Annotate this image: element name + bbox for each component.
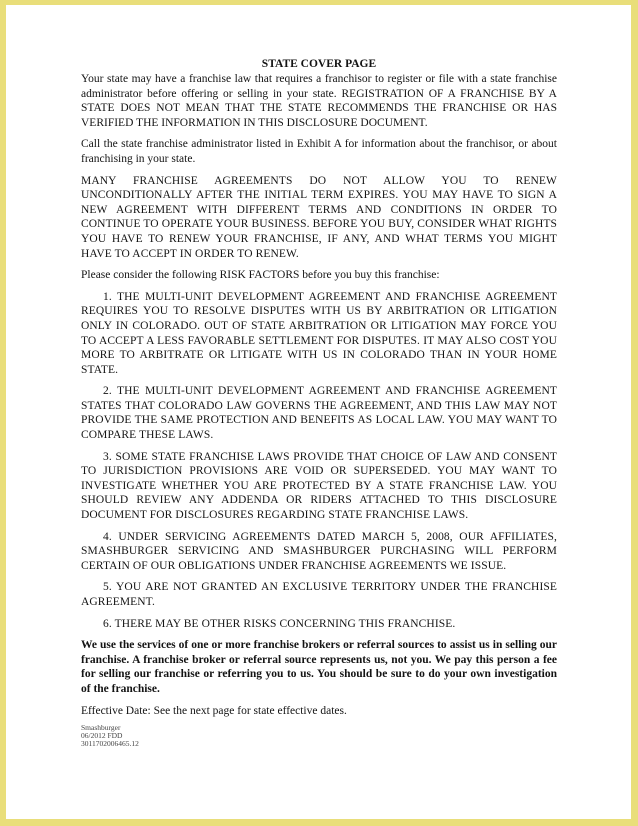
footer-company: Smashburger [81,723,121,733]
effective-date: Effective Date: See the next page for state effective dates. [81,704,347,717]
registration-notice: Your state may have a franchise law that requires a franchisor to register or file with a state franchise administrator before offering or selling in your state. REGISTRATION OF A FRANCHISE BY A STATE DOES NOT MEAN THAT THE STATE RECOMMENDS THE FRANCHISE OR HAS VERIFIED THE INFORMATION IN THIS DISCLOSURE DOCUMENT. [81,73,557,129]
risk-factors-intro: Please consider the following RISK FACTORS before you buy this franchise: [81,269,440,282]
risk-factor-2: 2. THE MULTI-UNIT DEVELOPMENT AGREEMENT AND FRANCHISE AGREEMENT STATES THAT COLORADO LAW GOVERNS THE AGREEMENT, AND THIS LAW MAY NOT PROVIDE THE SAME PROTECTION AND BENEFITS AS LOCAL LAW. YOU MAY WANT TO COMPARE THESE LAWS. [81,385,557,442]
broker-disclosure: We use the services of one or more franchise brokers or referral sources to assist us in selling our franchise. A franchise broker or referral source represents us, not you. We pay this person a fee for selling our franchise or referring you to us. You should be sure to do your own investigation of the franchise. [81,639,557,695]
page-title: STATE COVER PAGE [261,58,377,70]
risk-factor-5: 5. YOU ARE NOT GRANTED AN EXCLUSIVE TERRITORY UNDER THE FRANCHISE AGREEMENT. [81,581,557,608]
risk-factor-4: 4. UNDER SERVICING AGREEMENTS DATED MARCH 5, 2008, OUR AFFILIATES, SMASHBURGER SERVICING AND SMASHBURGER PURCHASING WILL PERFORM CERTAIN OF OUR OBLIGATIONS UNDER FRANCHISE AGREEMENTS WE ISSUE. [81,530,557,572]
footer-doc-id: 3011702006465.12 [81,739,139,749]
risk-factor-6: 6. THERE MAY BE OTHER RISKS CONCERNING THIS FRANCHISE. [103,617,456,630]
document-page [6,5,631,819]
risk-factor-3: 3. SOME STATE FRANCHISE LAWS PROVIDE THAT CHOICE OF LAW AND CONSENT TO JURISDICTION PROVISIONS ARE VOID OR SUPERSEDED. YOU MAY WANT TO INVESTIGATE WHETHER YOU ARE PROTECTED BY A STATE FRANCHISE LAW. YOU SHOULD REVIEW ANY ADDENDA OR RIDERS ATTACHED TO THIS DISCLOSURE DOCUMENT FOR DISCLOSURES REGARDING STATE FRANCHISE LAWS. [81,450,557,522]
footer-edition: 06/2012 FDD [81,731,123,741]
administrator-notice: Call the state franchise administrator listed in Exhibit A for information about the franchisor, or about franchising in your state. [81,138,557,165]
renewal-notice: MANY FRANCHISE AGREEMENTS DO NOT ALLOW YOU TO RENEW UNCONDITIONALLY AFTER THE INITIAL TERM EXPIRES. YOU MAY HAVE TO SIGN A NEW AGREEMENT WITH DIFFERENT TERMS AND CONDITIONS IN ORDER TO CONTINUE TO OPERATE YOUR BUSINESS. BEFORE YOU BUY, CONSIDER WHAT RIGHTS YOU HAVE TO RENEW YOUR FRANCHISE, IF ANY, AND WHAT TERMS YOU MIGHT HAVE TO ACCEPT IN ORDER TO RENEW. [81,174,557,260]
risk-factor-1: 1. THE MULTI-UNIT DEVELOPMENT AGREEMENT AND FRANCHISE AGREEMENT REQUIRES YOU TO RESOLVE DISPUTES WITH US BY ARBITRATION OR LITIGATION ONLY IN COLORADO. OUT OF STATE ARBITRATION OR LITIGATION MAY FORCE YOU TO ACCEPT A LESS FAVORABLE SETTLEMENT FOR DISPUTES. IT MAY ALSO COST YOU MORE TO ARBITRATE OR LITIGATE WITH US IN COLORADO THAN IN YOUR HOME STATE. [81,290,557,376]
document-footer [81,724,557,748]
